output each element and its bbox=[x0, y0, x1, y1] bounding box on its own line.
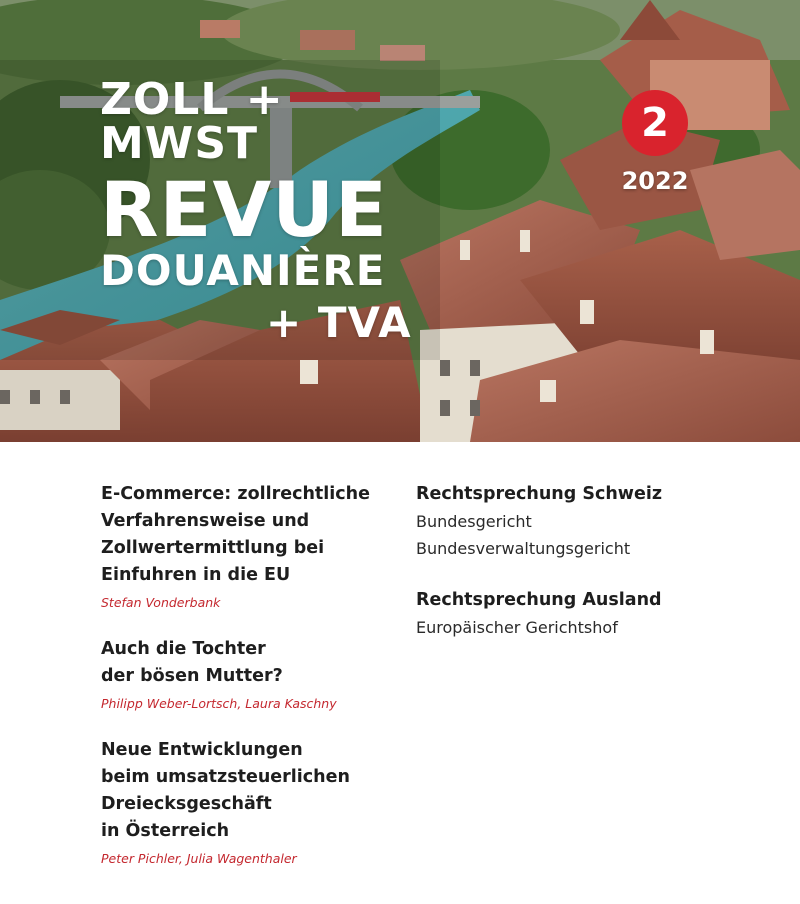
section-title: Rechtsprechung Ausland bbox=[416, 590, 662, 610]
article-entry[interactable] bbox=[101, 737, 391, 866]
section-entry[interactable] bbox=[416, 481, 746, 562]
issue-number-badge: 2 bbox=[622, 90, 688, 156]
article-entry[interactable] bbox=[101, 481, 391, 610]
section-title: Rechtsprechung Schweiz bbox=[416, 484, 663, 504]
article-author: Stefan Vonderbank bbox=[101, 595, 221, 610]
section-item: Bundesgericht bbox=[416, 512, 532, 531]
section-item: Europäischer Gerichtshof bbox=[416, 618, 618, 637]
contents-left-column bbox=[101, 481, 391, 892]
section-item: Bundesverwaltungsgericht bbox=[416, 539, 631, 558]
article-entry[interactable] bbox=[101, 636, 391, 711]
article-author: Philipp Weber-Lortsch, Laura Kaschny bbox=[101, 696, 337, 711]
masthead bbox=[100, 74, 412, 347]
article-title: E-Commerce: zollrechtliche Verfahrensweise und Zollwertermittlung bei Einfuhren in die EU bbox=[101, 484, 370, 585]
masthead-tva: + TVA bbox=[266, 298, 412, 347]
article-title: Neue Entwicklungen beim umsatzsteuerlichen Dreiecksgeschäft in Österreich bbox=[101, 740, 350, 841]
section-entry[interactable] bbox=[416, 587, 746, 641]
masthead-revue: REVUE bbox=[100, 165, 388, 254]
masthead-douaniere: DOUANIÈRE bbox=[100, 246, 386, 295]
cover-photo bbox=[0, 0, 800, 442]
masthead-zoll: ZOLL + bbox=[100, 74, 284, 125]
issue-year: 2022 bbox=[621, 167, 689, 195]
masthead-mwst: MWST bbox=[100, 118, 259, 169]
contents-right-column bbox=[416, 481, 746, 666]
article-author: Peter Pichler, Julia Wagenthaler bbox=[101, 851, 297, 866]
article-title: Auch die Tochter der bösen Mutter? bbox=[101, 639, 283, 686]
